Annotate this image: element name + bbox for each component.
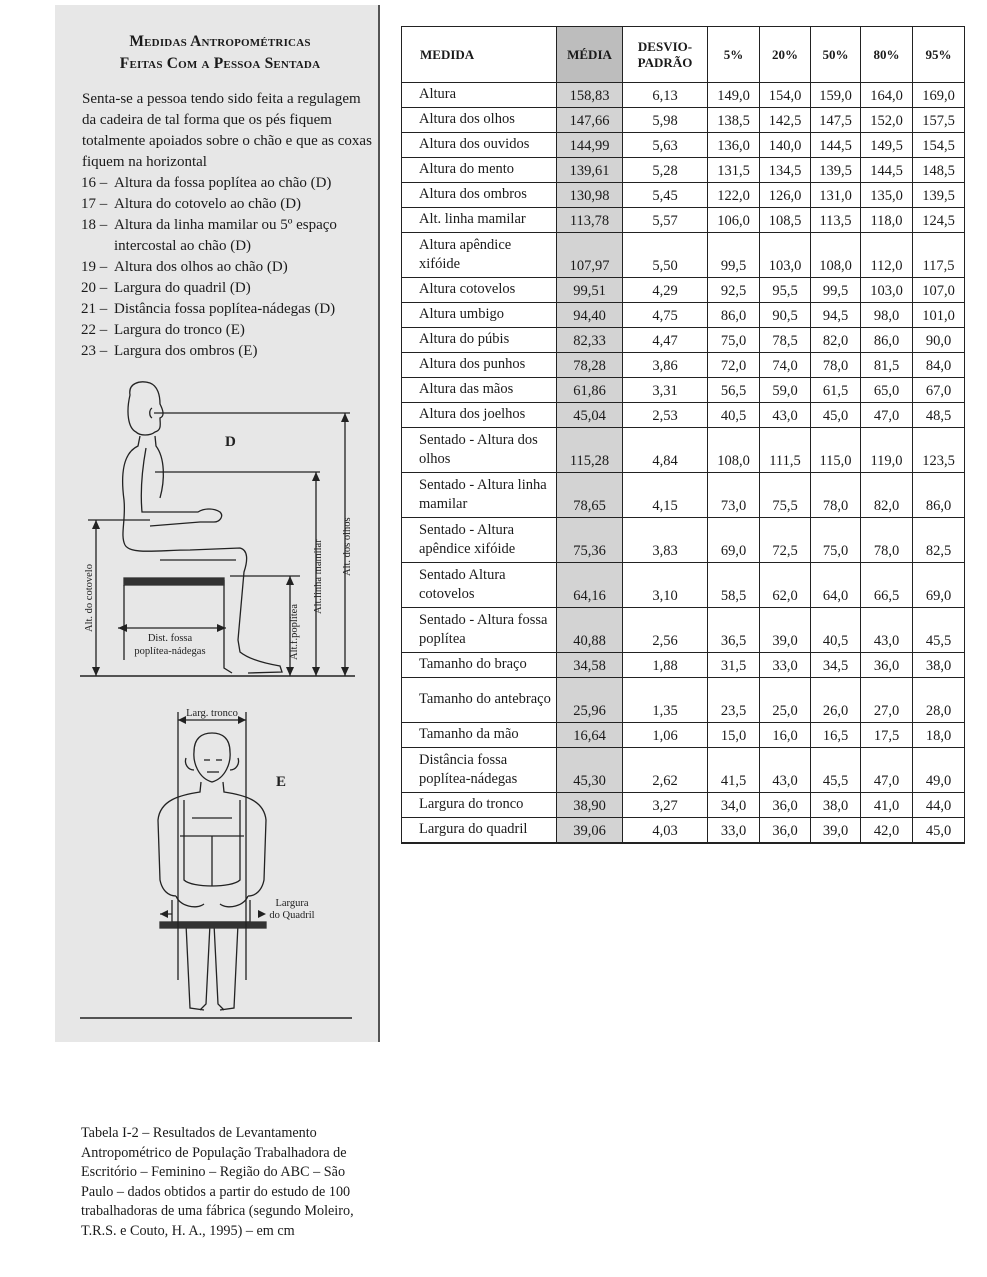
header-p80: 80% xyxy=(861,27,913,83)
cell-p80: 78,0 xyxy=(861,518,913,563)
cell-desvio: 1,35 xyxy=(623,678,708,723)
cell-p80: 152,0 xyxy=(861,108,913,133)
cell-p5: 138,5 xyxy=(708,108,760,133)
label-alt-fpoplitea: Alt.f.poplítea xyxy=(289,604,300,660)
cell-media: 45,30 xyxy=(557,748,623,793)
cell-p80: 47,0 xyxy=(861,748,913,793)
cell-desvio: 5,45 xyxy=(623,183,708,208)
cell-desvio: 5,28 xyxy=(623,158,708,183)
cell-medida: Altura do mento xyxy=(402,158,557,183)
cell-p50: 64,0 xyxy=(811,563,861,608)
cell-desvio: 1,06 xyxy=(623,723,708,748)
cell-p5: 72,0 xyxy=(708,353,760,378)
label-largura: Largura xyxy=(275,898,309,909)
cell-medida: Largura do tronco xyxy=(402,793,557,818)
anthropometric-table xyxy=(401,26,965,844)
cell-p80: 43,0 xyxy=(861,608,913,653)
cell-p20: 95,5 xyxy=(760,278,811,303)
cell-p80: 135,0 xyxy=(861,183,913,208)
table-header-row xyxy=(402,27,965,83)
cell-p50: 34,5 xyxy=(811,653,861,678)
cell-p80: 149,5 xyxy=(861,133,913,158)
cell-p95: 124,5 xyxy=(913,208,965,233)
cell-p50: 147,5 xyxy=(811,108,861,133)
cell-p5: 149,0 xyxy=(708,83,760,108)
cell-p50: 45,0 xyxy=(811,403,861,428)
cell-p80: 98,0 xyxy=(861,303,913,328)
cell-p95: 84,0 xyxy=(913,353,965,378)
cell-p50: 45,5 xyxy=(811,748,861,793)
cell-p50: 115,0 xyxy=(811,428,861,473)
cell-media: 75,36 xyxy=(557,518,623,563)
label-alt-linha-mamilar: Alt.linha mamilar xyxy=(313,539,324,614)
cell-p5: 86,0 xyxy=(708,303,760,328)
label-larg-tronco: Larg. tronco xyxy=(186,708,238,719)
cell-p80: 36,0 xyxy=(861,653,913,678)
cell-p80: 27,0 xyxy=(861,678,913,723)
cell-p5: 15,0 xyxy=(708,723,760,748)
cell-media: 38,90 xyxy=(557,793,623,818)
cell-p95: 148,5 xyxy=(913,158,965,183)
table-row xyxy=(402,563,965,608)
cell-medida: Tamanho do braço xyxy=(402,653,557,678)
cell-p50: 113,5 xyxy=(811,208,861,233)
table-row xyxy=(402,748,965,793)
cell-p50: 159,0 xyxy=(811,83,861,108)
cell-p95: 67,0 xyxy=(913,378,965,403)
cell-p20: 90,5 xyxy=(760,303,811,328)
cell-p5: 34,0 xyxy=(708,793,760,818)
cell-p5: 99,5 xyxy=(708,233,760,278)
cell-p95: 90,0 xyxy=(913,328,965,353)
cell-p50: 139,5 xyxy=(811,158,861,183)
cell-p50: 99,5 xyxy=(811,278,861,303)
figure-e-seated-front xyxy=(80,712,352,1018)
cell-p20: 43,0 xyxy=(760,403,811,428)
cell-media: 113,78 xyxy=(557,208,623,233)
table-row xyxy=(402,378,965,403)
cell-p20: 134,5 xyxy=(760,158,811,183)
sidebar-title-line1: Medidas Antropométricas xyxy=(129,33,311,50)
cell-p80: 119,0 xyxy=(861,428,913,473)
cell-medida: Alt. linha mamilar xyxy=(402,208,557,233)
header-medida: MEDIDA xyxy=(402,27,557,83)
cell-p80: 118,0 xyxy=(861,208,913,233)
cell-media: 64,16 xyxy=(557,563,623,608)
cell-p80: 41,0 xyxy=(861,793,913,818)
cell-p5: 131,5 xyxy=(708,158,760,183)
cell-desvio: 3,83 xyxy=(623,518,708,563)
cell-p20: 43,0 xyxy=(760,748,811,793)
cell-p20: 142,5 xyxy=(760,108,811,133)
cell-media: 61,86 xyxy=(557,378,623,403)
header-p50: 50% xyxy=(811,27,861,83)
cell-p20: 74,0 xyxy=(760,353,811,378)
cell-p5: 36,5 xyxy=(708,608,760,653)
cell-p50: 38,0 xyxy=(811,793,861,818)
cell-desvio: 4,84 xyxy=(623,428,708,473)
cell-p95: 82,5 xyxy=(913,518,965,563)
cell-medida: Largura do quadril xyxy=(402,818,557,843)
table-row xyxy=(402,208,965,233)
header-p95: 95% xyxy=(913,27,965,83)
cell-p80: 47,0 xyxy=(861,403,913,428)
cell-p80: 86,0 xyxy=(861,328,913,353)
cell-p20: 126,0 xyxy=(760,183,811,208)
cell-media: 78,65 xyxy=(557,473,623,518)
table-row xyxy=(402,353,965,378)
cell-p5: 33,0 xyxy=(708,818,760,843)
cell-media: 107,97 xyxy=(557,233,623,278)
table-row xyxy=(402,158,965,183)
cell-p95: 169,0 xyxy=(913,83,965,108)
label-do-quadril: do Quadril xyxy=(269,910,315,921)
cell-medida: Distância fossa poplítea-nádegas xyxy=(402,748,557,793)
table-row xyxy=(402,233,965,278)
table-row xyxy=(402,608,965,653)
cell-p20: 111,5 xyxy=(760,428,811,473)
cell-medida: Altura umbigo xyxy=(402,303,557,328)
cell-p95: 86,0 xyxy=(913,473,965,518)
cell-media: 16,64 xyxy=(557,723,623,748)
table-row xyxy=(402,183,965,208)
cell-media: 99,51 xyxy=(557,278,623,303)
cell-p5: 108,0 xyxy=(708,428,760,473)
cell-medida: Sentado - Altura dos olhos xyxy=(402,428,557,473)
cell-media: 115,28 xyxy=(557,428,623,473)
cell-p95: 48,5 xyxy=(913,403,965,428)
cell-p50: 26,0 xyxy=(811,678,861,723)
cell-media: 40,88 xyxy=(557,608,623,653)
cell-p80: 81,5 xyxy=(861,353,913,378)
cell-p20: 39,0 xyxy=(760,608,811,653)
header-media: MÉDIA xyxy=(557,27,623,83)
cell-media: 34,58 xyxy=(557,653,623,678)
cell-desvio: 5,50 xyxy=(623,233,708,278)
cell-p5: 58,5 xyxy=(708,563,760,608)
cell-p95: 18,0 xyxy=(913,723,965,748)
cell-media: 144,99 xyxy=(557,133,623,158)
cell-desvio: 4,29 xyxy=(623,278,708,303)
figure-e-label: E xyxy=(276,774,287,790)
sidebar-intro: Senta-se a pessoa tendo sido feita a regulagem da cadeira de tal forma que os pés fiquem totalmente apoiados sobre o chão e que as coxas fiquem na horizontal xyxy=(82,91,372,170)
cell-medida: Sentado - Altura linha mamilar xyxy=(402,473,557,518)
cell-desvio: 3,10 xyxy=(623,563,708,608)
cell-p50: 82,0 xyxy=(811,328,861,353)
cell-p20: 36,0 xyxy=(760,818,811,843)
cell-p5: 31,5 xyxy=(708,653,760,678)
table-body xyxy=(402,83,965,843)
cell-p95: 157,5 xyxy=(913,108,965,133)
label-alt-olhos: Alt. dos olhos xyxy=(342,517,353,576)
list-item: 20 – Largura do quadril (D) xyxy=(81,280,251,296)
cell-desvio: 5,98 xyxy=(623,108,708,133)
cell-p20: 72,5 xyxy=(760,518,811,563)
table-row xyxy=(402,278,965,303)
cell-p5: 73,0 xyxy=(708,473,760,518)
cell-desvio: 5,57 xyxy=(623,208,708,233)
cell-p80: 17,5 xyxy=(861,723,913,748)
cell-p5: 41,5 xyxy=(708,748,760,793)
cell-desvio: 1,88 xyxy=(623,653,708,678)
list-item: 23 – Largura dos ombros (E) xyxy=(81,343,258,359)
cell-p95: 123,5 xyxy=(913,428,965,473)
cell-desvio: 5,63 xyxy=(623,133,708,158)
cell-p95: 44,0 xyxy=(913,793,965,818)
table-caption: Tabela I-2 – Resultados de Levantamento Antropométrico de População Trabalhadora de Escritório – Feminino – Região do ABC – São Paulo – dados obtidos a partir do estudo de 100 trabalhadoras de uma fábrica (segundo Moleiro, T.R.S. e Couto, H. A., 1995) – em cm xyxy=(81,1125,354,1239)
cell-p50: 78,0 xyxy=(811,353,861,378)
table-row xyxy=(402,518,965,563)
figure-e-arrows xyxy=(160,716,266,918)
cell-medida: Altura xyxy=(402,83,557,108)
cell-media: 139,61 xyxy=(557,158,623,183)
header-desvio: DESVIO- PADRÃO xyxy=(623,27,708,83)
cell-p95: 38,0 xyxy=(913,653,965,678)
cell-p5: 122,0 xyxy=(708,183,760,208)
cell-p5: 92,5 xyxy=(708,278,760,303)
table-row xyxy=(402,678,965,723)
table-row xyxy=(402,328,965,353)
table-row xyxy=(402,818,965,843)
cell-desvio: 6,13 xyxy=(623,83,708,108)
cell-desvio: 4,75 xyxy=(623,303,708,328)
list-item: 19 – Altura dos olhos ao chão (D) xyxy=(81,259,288,275)
cell-p5: 56,5 xyxy=(708,378,760,403)
cell-p80: 65,0 xyxy=(861,378,913,403)
cell-desvio: 3,31 xyxy=(623,378,708,403)
list-item: 21 – Distância fossa poplítea-nádegas (D) xyxy=(81,301,336,317)
cell-p80: 112,0 xyxy=(861,233,913,278)
cell-medida: Altura cotovelos xyxy=(402,278,557,303)
cell-p20: 103,0 xyxy=(760,233,811,278)
cell-p50: 75,0 xyxy=(811,518,861,563)
cell-p95: 28,0 xyxy=(913,678,965,723)
cell-medida: Altura dos punhos xyxy=(402,353,557,378)
cell-p20: 140,0 xyxy=(760,133,811,158)
cell-p50: 108,0 xyxy=(811,233,861,278)
cell-medida: Sentado - Altura fossa poplítea xyxy=(402,608,557,653)
cell-p5: 23,5 xyxy=(708,678,760,723)
table-row xyxy=(402,83,965,108)
cell-medida: Tamanho da mão xyxy=(402,723,557,748)
cell-media: 82,33 xyxy=(557,328,623,353)
cell-p80: 82,0 xyxy=(861,473,913,518)
table-row xyxy=(402,403,965,428)
cell-media: 94,40 xyxy=(557,303,623,328)
cell-media: 45,04 xyxy=(557,403,623,428)
list-item: 16 – Altura da fossa poplítea ao chão (D) xyxy=(81,175,332,191)
cell-medida: Altura dos ombros xyxy=(402,183,557,208)
cell-desvio: 4,47 xyxy=(623,328,708,353)
cell-p80: 66,5 xyxy=(861,563,913,608)
cell-p50: 40,5 xyxy=(811,608,861,653)
cell-p20: 33,0 xyxy=(760,653,811,678)
cell-media: 78,28 xyxy=(557,353,623,378)
cell-medida: Tamanho do antebraço xyxy=(402,678,557,723)
cell-p20: 62,0 xyxy=(760,563,811,608)
cell-media: 147,66 xyxy=(557,108,623,133)
cell-p95: 69,0 xyxy=(913,563,965,608)
cell-medida: Altura dos ouvidos xyxy=(402,133,557,158)
table-row xyxy=(402,133,965,158)
cell-desvio: 4,15 xyxy=(623,473,708,518)
table-row xyxy=(402,303,965,328)
cell-p5: 75,0 xyxy=(708,328,760,353)
list-item: 18 – Altura da linha mamilar ou 5º espaço intercostal ao chão (D) xyxy=(81,217,337,254)
cell-p50: 144,5 xyxy=(811,133,861,158)
figure-d-label: D xyxy=(225,434,236,450)
cell-p50: 78,0 xyxy=(811,473,861,518)
label-dist-fossa-2: poplítea-nádegas xyxy=(134,646,206,657)
table-row xyxy=(402,108,965,133)
cell-p5: 69,0 xyxy=(708,518,760,563)
list-item: 22 – Largura do tronco (E) xyxy=(81,322,245,338)
list-item: 17 – Altura do cotovelo ao chão (D) xyxy=(81,196,302,212)
cell-medida: Sentado - Altura apêndice xifóide xyxy=(402,518,557,563)
cell-p50: 61,5 xyxy=(811,378,861,403)
cell-desvio: 4,03 xyxy=(623,818,708,843)
cell-desvio: 2,53 xyxy=(623,403,708,428)
cell-medida: Altura dos olhos xyxy=(402,108,557,133)
cell-p20: 59,0 xyxy=(760,378,811,403)
cell-p50: 131,0 xyxy=(811,183,861,208)
header-p20: 20% xyxy=(760,27,811,83)
table-row xyxy=(402,793,965,818)
cell-p20: 75,5 xyxy=(760,473,811,518)
cell-desvio: 3,27 xyxy=(623,793,708,818)
cell-medida: Sentado Altura cotovelos xyxy=(402,563,557,608)
cell-p95: 45,5 xyxy=(913,608,965,653)
cell-p95: 139,5 xyxy=(913,183,965,208)
label-dist-fossa-1: Dist. fossa xyxy=(147,633,193,644)
cell-p95: 107,0 xyxy=(913,278,965,303)
cell-p20: 154,0 xyxy=(760,83,811,108)
cell-p95: 154,5 xyxy=(913,133,965,158)
cell-p20: 78,5 xyxy=(760,328,811,353)
cell-desvio: 3,86 xyxy=(623,353,708,378)
cell-p95: 117,5 xyxy=(913,233,965,278)
cell-p5: 136,0 xyxy=(708,133,760,158)
cell-p50: 94,5 xyxy=(811,303,861,328)
cell-p80: 42,0 xyxy=(861,818,913,843)
cell-p20: 25,0 xyxy=(760,678,811,723)
cell-medida: Altura apêndice xifóide xyxy=(402,233,557,278)
cell-p20: 108,5 xyxy=(760,208,811,233)
cell-p80: 103,0 xyxy=(861,278,913,303)
cell-p95: 45,0 xyxy=(913,818,965,843)
cell-desvio: 2,62 xyxy=(623,748,708,793)
cell-p50: 16,5 xyxy=(811,723,861,748)
cell-p95: 101,0 xyxy=(913,303,965,328)
cell-p50: 39,0 xyxy=(811,818,861,843)
cell-media: 130,98 xyxy=(557,183,623,208)
cell-media: 39,06 xyxy=(557,818,623,843)
cell-p95: 49,0 xyxy=(913,748,965,793)
cell-p20: 16,0 xyxy=(760,723,811,748)
table-row xyxy=(402,653,965,678)
cell-medida: Altura dos joelhos xyxy=(402,403,557,428)
cell-p80: 164,0 xyxy=(861,83,913,108)
cell-p5: 106,0 xyxy=(708,208,760,233)
figure-d-seated-side xyxy=(80,382,355,676)
cell-medida: Altura das mãos xyxy=(402,378,557,403)
cell-media: 158,83 xyxy=(557,83,623,108)
table-row xyxy=(402,428,965,473)
table-row xyxy=(402,723,965,748)
cell-p20: 36,0 xyxy=(760,793,811,818)
cell-p80: 144,5 xyxy=(861,158,913,183)
table-row xyxy=(402,473,965,518)
sidebar-title-line2: Feitas Com a Pessoa Sentada xyxy=(119,55,321,72)
cell-desvio: 2,56 xyxy=(623,608,708,653)
header-p5: 5% xyxy=(708,27,760,83)
cell-p5: 40,5 xyxy=(708,403,760,428)
cell-media: 25,96 xyxy=(557,678,623,723)
label-alt-cotovelo: Alt. do cotovelo xyxy=(84,564,95,632)
cell-medida: Altura do púbis xyxy=(402,328,557,353)
